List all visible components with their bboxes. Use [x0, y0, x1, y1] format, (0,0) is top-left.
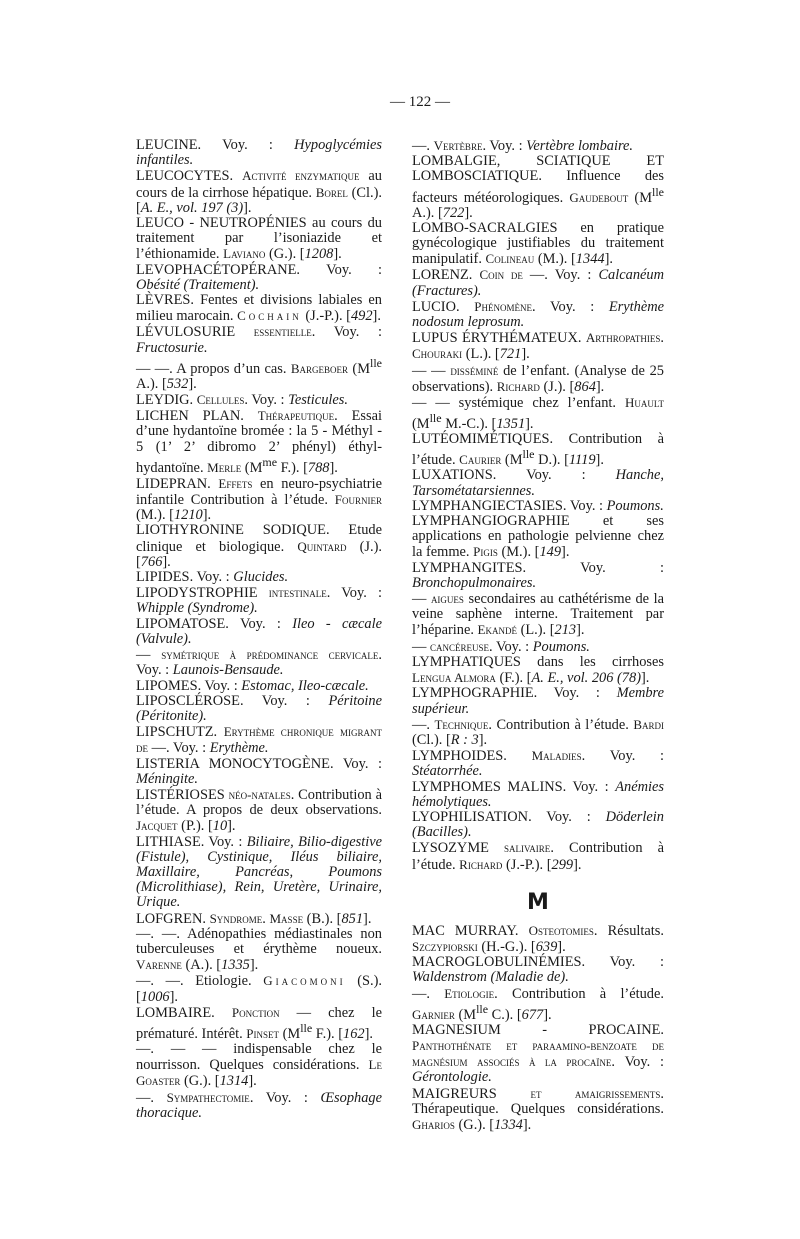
index-entry: — aigues secondaires au cathétérisme de la veine saphène interne. Traitement par l’héparine. Ekandé (L.). [213].	[412, 591, 664, 639]
index-entry: LIPOMATOSE. Voy. : Ileo - cæcale (Valvule).	[136, 615, 382, 647]
index-entry: — —. A propos d’un cas. Bargeboer ($M^{lle}$ A.). [532].	[136, 355, 383, 392]
index-entry: LEUCOCYTES. Activité enzymatique au cours de la cirrhose hépatique. Borel (Cl.). [A. E., vol. 197 (3)].	[136, 168, 382, 216]
index-entry: LYMPHATIQUES dans les cirrhoses Lengua Almora (F.). [A. E., vol. 206 (78)].	[412, 653, 664, 687]
index-entry: LYMPHANGITES. Voy. : Bronchopulmonaires.	[412, 559, 664, 591]
index-entry: LEYDIG. Cellules. Voy. : Testicules.	[136, 392, 348, 409]
index-entry: LÉVULOSURIE essentielle. Voy. : Fructosurie.	[136, 324, 382, 356]
index-entry: LEVOPHACÉTOPÉRANE. Voy. : Obésité (Traitement).	[136, 261, 382, 293]
index-entry: LYMPHOMES MALINS. Voy. : Anémies hémolytiques.	[412, 778, 664, 810]
index-entry: LOFGREN. Syndrome. Masse (B.). [851].	[136, 910, 372, 927]
index-entry: — — disséminé de l’enfant. (Analyse de 25 observations). Richard (J.). [864].	[412, 362, 664, 395]
index-entry: LYOPHILISATION. Voy. : Döderlein (Bacilles).	[412, 808, 664, 841]
index-entry: —. Sympathectomie. Voy. : Œsophage thoracique.	[136, 1089, 382, 1121]
index-entry: LISTÉRIOSES néo-natales. Contribution à l’étude. A propos de deux observations. Jacquet (P.). [10].	[136, 786, 382, 835]
index-entry: LIPSCHUTZ. Erythème chronique migrant de —. Voy. : Erythème.	[136, 724, 382, 757]
index-entry: MACROGLOBULINÉMIES. Voy. : Waldenstrom (Maladie de).	[412, 954, 664, 986]
index-entry: LUXATIONS. Voy. : Hanche, Tarsométatarsiennes.	[412, 467, 664, 499]
index-entry: LÈVRES. Fentes et divisions labiales en milieu marocain. Cochain (J.-P.). [492].	[136, 292, 382, 325]
right-entries-m	[412, 923, 664, 1133]
index-entry: MAGNESIUM - PROCAINE. Panthothénate et paraamino-benzoate de magnésium associés à la procaïne. Voy. : Gérontologie.	[412, 1021, 664, 1086]
right-column	[412, 138, 664, 1133]
index-entry: —. — — indispensable chez le nourrisson. Quelques considérations. Le Goaster (G.). [1314].	[136, 1040, 382, 1090]
index-entry: LUCIO. Phénomène. Voy. : Erythème nodosum leprosum.	[412, 298, 665, 331]
right-entries-l	[412, 138, 664, 873]
index-entry: LOMBALGIE, SCIATIQUE ET LOMBOSCIATIQUE. Influence des facteurs météorologiques. Gaudebout ($M^{lle}$ A.). [722].	[412, 153, 665, 221]
index-entry: LYMPHOIDES. Maladies. Voy. : Stéatorrhée.	[412, 748, 665, 780]
index-entry: LEUCO - NEUTROPÉNIES au cours du traitement par l’isoniazide et l’éthionamide. Laviano (G.). [1208].	[136, 215, 382, 263]
index-entry: LICHEN PLAN. Thérapeutique. Essai d’une hydantoïne bromée : la 5 - Méthyl - 5 (1’ 2’ dibromo 2’ phényl) éthyl-hydantoïne. Merle ($M^{me}$ F.). [788].	[136, 408, 382, 476]
index-entry: MAC MURRAY. Osteotomies. Résultats. Szczypiorski (H.-G.). [639].	[412, 922, 664, 955]
index-entry: LIPIDES. Voy. : Glucides.	[136, 569, 289, 586]
index-entry: MAIGREURS et amaigrissements. Thérapeutique. Quelques considérations. Gharios (G.). [1334].	[412, 1085, 664, 1133]
index-entry: LIPOSCLÉROSE. Voy. : Péritoine (Péritonite).	[136, 692, 382, 724]
index-entry: LYMPHOGRAPHIE. Voy. : Membre supérieur.	[412, 685, 664, 717]
left-column	[136, 138, 382, 1121]
section-letter: M	[527, 889, 549, 915]
index-entry: LIPODYSTROPHIE intestinale. Voy. : Whipple (Syndrome).	[136, 585, 383, 617]
index-entry: LYSOZYME salivaire. Contribution à l’étude. Richard (J.-P.). [299].	[412, 840, 664, 873]
index-entry: LUPUS ÉRYTHÉMATEUX. Arthropathies. Chouraki (L.). [721].	[412, 330, 664, 363]
index-entry: — symétrique à prédominance cervicale. Voy. : Launois-Bensaude.	[136, 647, 382, 679]
index-entry: LOMBO-SACRALGIES en pratique gynécologique justifiables du traitement manipulatif. Colineau (M.). [1344].	[412, 219, 664, 268]
index-entry: LEUCINE. Voy. : Hypoglycémies infantiles.	[136, 137, 382, 169]
index-entry: —. Vertèbre. Voy. : Vertèbre lombaire.	[412, 138, 634, 154]
page-number: — 122 —	[390, 94, 450, 110]
index-entry: LITHIASE. Voy. : Biliaire, Bilio-digestive (Fistule), Cystinique, Iléus biliaire, Maxillaire, Pancréas, Poumons (Microlithiase), Rein, Uretère, Urinaire, Urique.	[136, 833, 382, 911]
index-entry: — cancéreuse. Voy. : Poumons.	[412, 638, 590, 655]
index-entry: LORENZ. Coin de —. Voy. : Calcanéum (Fractures).	[412, 267, 664, 299]
index-entry: LISTERIA MONOCYTOGÈNE. Voy. : Méningite.	[136, 755, 382, 787]
index-entry: LUTÉOMIMÉTIQUES. Contribution à l’étude. Caurier ($M^{lle}$ D.). [1119].	[412, 431, 664, 469]
index-entry: —. Technique. Contribution à l’étude. Bardi (Cl.). [R : 3].	[412, 716, 664, 748]
index-entry: LYMPHANGIOGRAPHIE et ses applications en pathologie pelvienne chez la femme. Pigis (M.). [149].	[412, 513, 664, 561]
index-entry: LIPOMES. Voy. : Estomac, Ileo-cæcale.	[136, 677, 369, 694]
index-entry: —. Etiologie. Contribution à l’étude. Garnier ($M^{lle}$ C.). [677].	[412, 985, 664, 1023]
index-entry: LIDEPRAN. Effets en neuro-psychiatrie infantile Contribution à l’étude. Fournier (M.). [1210].	[136, 475, 382, 524]
index-entry: LIOTHYRONINE SODIQUE. Etude clinique et biologique. Quintard (J.). [766].	[136, 522, 383, 570]
index-entry: LYMPHANGIECTASIES. Voy. : Poumons.	[412, 497, 664, 514]
index-entry: — — systémique chez l’enfant. Huault ($M^{lle}$ M.-C.). [1351].	[412, 395, 664, 433]
index-entry: —. —. Etiologie. Giacomoni (S.). [1006].	[136, 973, 382, 1005]
index-entry: LOMBAIRE. Ponction — chez le prématuré. Intérêt. Pinset ($M^{lle}$ F.). [162].	[136, 1004, 382, 1042]
index-entry: —. —. Adénopathies médiastinales non tuberculeuses et érythème noueux. Varenne (A.). [1335].	[136, 925, 382, 974]
